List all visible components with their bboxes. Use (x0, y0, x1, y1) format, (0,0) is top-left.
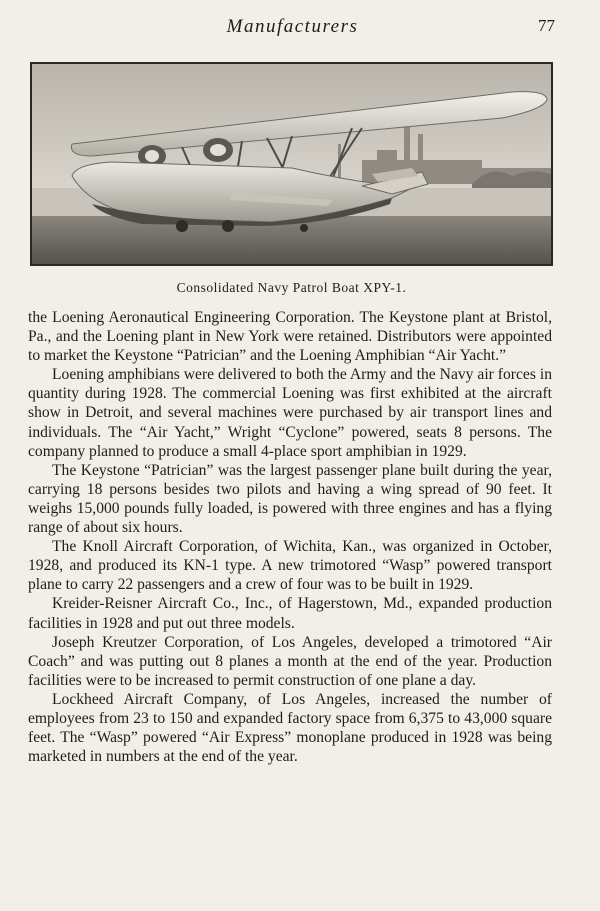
running-title: Manufacturers (226, 16, 359, 37)
flying-boat-photo (30, 62, 553, 266)
page-number: 77 (538, 16, 555, 35)
paragraph-kreider-reisner: Kreider-Reisner Aircraft Co., Inc., of Hagerstown, Md., expanded production facilities in 1928 and put out three models. (28, 595, 552, 632)
paragraph-keystone-patrician: The Keystone “Patrician” was the largest passenger plane built during the year, carrying 18 persons besides two pilots and having a wing spread of 90 feet. It weighs 15,000 pounds fully loaded, is powered with three engines and has a flying range of about six hours. (28, 461, 552, 537)
paragraph-knoll-aircraft: The Knoll Aircraft Corporation, of Wichita, Kan., was organized in October, 1928, and produced its KN-1 type. A new trimotored “Wasp” powered transport plane to carry 22 passengers and a crew of four was to be built in 1929. (28, 538, 552, 594)
paragraph-loening-keystone-merger: the Loening Aeronautical Engineering Corporation. The Keystone plant at Bristol, Pa., and the Loening plant in New York were retained. Distributors were appointed to market the Keystone “Patrician” and the Loening Amphibian “Air Yacht.” (28, 309, 552, 365)
paragraph-joseph-kreutzer: Joseph Kreutzer Corporation, of Los Angeles, developed a trimotored “Air Coach” and was putting out 8 planes a month at the end of the year. Production facilities were to be increased to permit construction of one plane a day. (28, 633, 552, 689)
paragraph-lockheed: Lockheed Aircraft Company, of Los Angeles, increased the number of employees from 23 to 150 and expanded factory space from 6,375 to 43,000 square feet. The “Wasp” powered “Air Express” monoplane produced in 1928 was being marketed in numbers at the end of the year. (28, 690, 552, 766)
flying-boat-illustration (32, 64, 551, 264)
figure-caption: Consolidated Navy Patrol Boat XPY-1. (176, 280, 407, 295)
body-text (28, 308, 552, 766)
running-head (30, 16, 555, 44)
paragraph-loening-amphibians: Loening amphibians were delivered to both the Army and the Navy air forces in quantity during 1928. The commercial Loening was first exhibited at the aircraft show in Detroit, and several machines were purchased by air transport lines and individuals. The “Air Yacht,” Wright “Cyclone” powered, seats 8 persons. The company planned to produce a small 4-place sport amphibian in 1929. (28, 366, 552, 460)
